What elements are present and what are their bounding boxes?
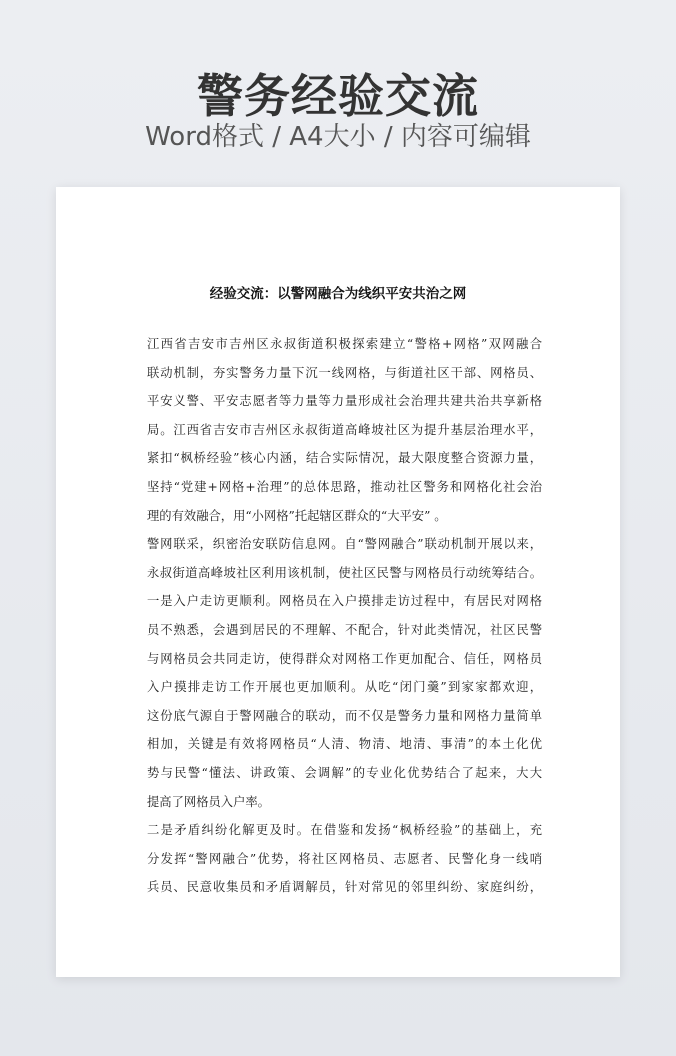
body-line: 二是矛盾纠纷化解更及时。在借鉴和发扬“枫桥经验”的基础上，充 [147,823,542,838]
body-line: 警网联采，织密治安联防信息网。自“警网融合”联动机制开展以来， [147,537,542,552]
body-line: 局。江西省吉安市吉州区永叔街道高峰坡社区为提升基层治理水平， [147,422,542,437]
body-line: 与网格员会共同走访，使得群众对网格工作更加配合、信任，网格员 [147,651,542,666]
body-line: 永叔街道高峰坡社区利用该机制，使社区民警与网格员行动统筹结合。 [147,565,542,580]
banner-subtitle: Word格式 / A4大小 / 内容可编辑 [145,122,531,152]
body-line: 提高了网格员入户率。 [147,794,270,809]
banner-title: 警务经验交流 [197,69,479,123]
body-line: 势与民警“懂法、讲政策、会调解”的专业化优势结合了起来，大大 [147,765,542,780]
body-line: 平安义警、平安志愿者等力量等力量形成社会治理共建共治共享新格 [147,394,542,409]
body-line: 江西省吉安市吉州区永叔街道积极探索建立“警格+网格”双网融合 [147,337,542,351]
body-line: 理的有效融合，用“小网格”托起辖区群众的“大平安” 。 [147,508,447,523]
body-line: 这份底气源自于警网融合的联动，而不仅是警务力量和网格力量简单 [147,708,542,723]
body-line: 分发挥“警网融合”优势，将社区网格员、志愿者、民警化身一线哨 [147,851,542,866]
document-body [147,330,542,902]
body-line: 坚持“党建+网格+治理”的总体思路，推动社区警务和网格化社会治 [147,479,542,494]
body-line: 员不熟悉，会遇到居民的不理解、不配合，针对此类情况，社区民警 [147,622,542,637]
body-line: 联动机制，夯实警务力量下沉一线网格，与街道社区干部、网格员、 [147,365,542,380]
document-title: 经验交流：以警网融合为线织平安共治之网 [209,286,467,302]
body-line: 入户摸排走访工作开展也更加顺利。从吃“闭门羹”到家家都欢迎， [147,680,542,695]
body-line: 一是入户走访更顺利。网格员在入户摸排走访过程中，有居民对网格 [147,594,542,609]
document-page [56,187,620,977]
body-line: 兵员、民意收集员和矛盾调解员，针对常见的邻里纠纷、家庭纠纷， [147,880,542,895]
body-line: 相加，关键是有效将网格员“人清、物清、地清、事清”的本土化优 [147,737,542,752]
body-line: 紧扣“枫桥经验”核心内涵，结合实际情况，最大限度整合资源力量， [147,451,542,466]
